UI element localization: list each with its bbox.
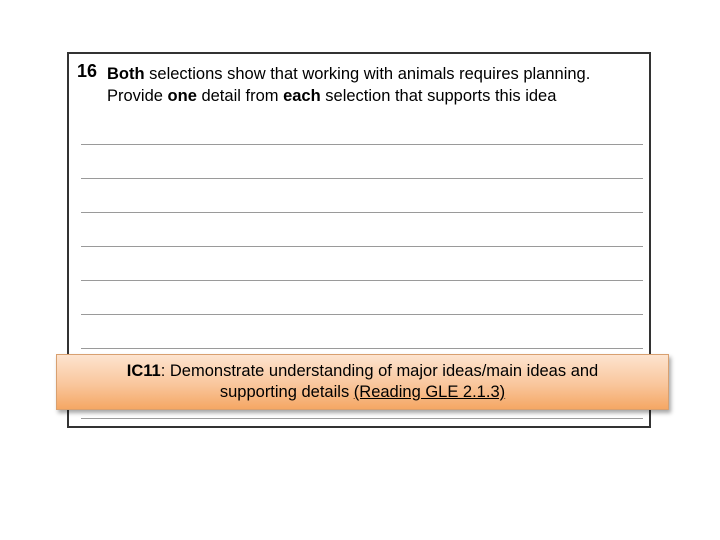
question-prompt-line-2: [107, 85, 647, 107]
emphasis-one: one: [167, 87, 197, 105]
standard-code: IC11: [126, 362, 161, 380]
answer-line[interactable]: [81, 178, 643, 179]
answer-line[interactable]: [81, 418, 643, 419]
standard-description: : Demonstrate understanding of major ideas/main ideas and: [160, 362, 599, 380]
standard-line-2: [57, 382, 668, 403]
standard-reference: (Reading GLE 2.1.3): [353, 383, 506, 401]
question-number: 16: [77, 61, 98, 81]
emphasis-each: each: [283, 87, 321, 105]
prompt-text: selections show that working with animals requires planning.: [144, 65, 591, 83]
standard-description-cont: supporting details: [219, 383, 354, 401]
question-prompt-line-1: [107, 63, 647, 85]
standard-line-1: [57, 361, 668, 382]
emphasis-both: Both: [107, 65, 145, 83]
answer-line[interactable]: [81, 348, 643, 349]
answer-line[interactable]: [81, 280, 643, 281]
standard-callout: [56, 354, 669, 410]
prompt-text: selection that supports this idea: [320, 87, 557, 105]
answer-line[interactable]: [81, 314, 643, 315]
question-prompt: [107, 63, 647, 107]
answer-line[interactable]: [81, 144, 643, 145]
prompt-text: detail from: [196, 87, 284, 105]
prompt-text: Provide: [107, 87, 168, 105]
answer-line[interactable]: [81, 212, 643, 213]
answer-line[interactable]: [81, 246, 643, 247]
